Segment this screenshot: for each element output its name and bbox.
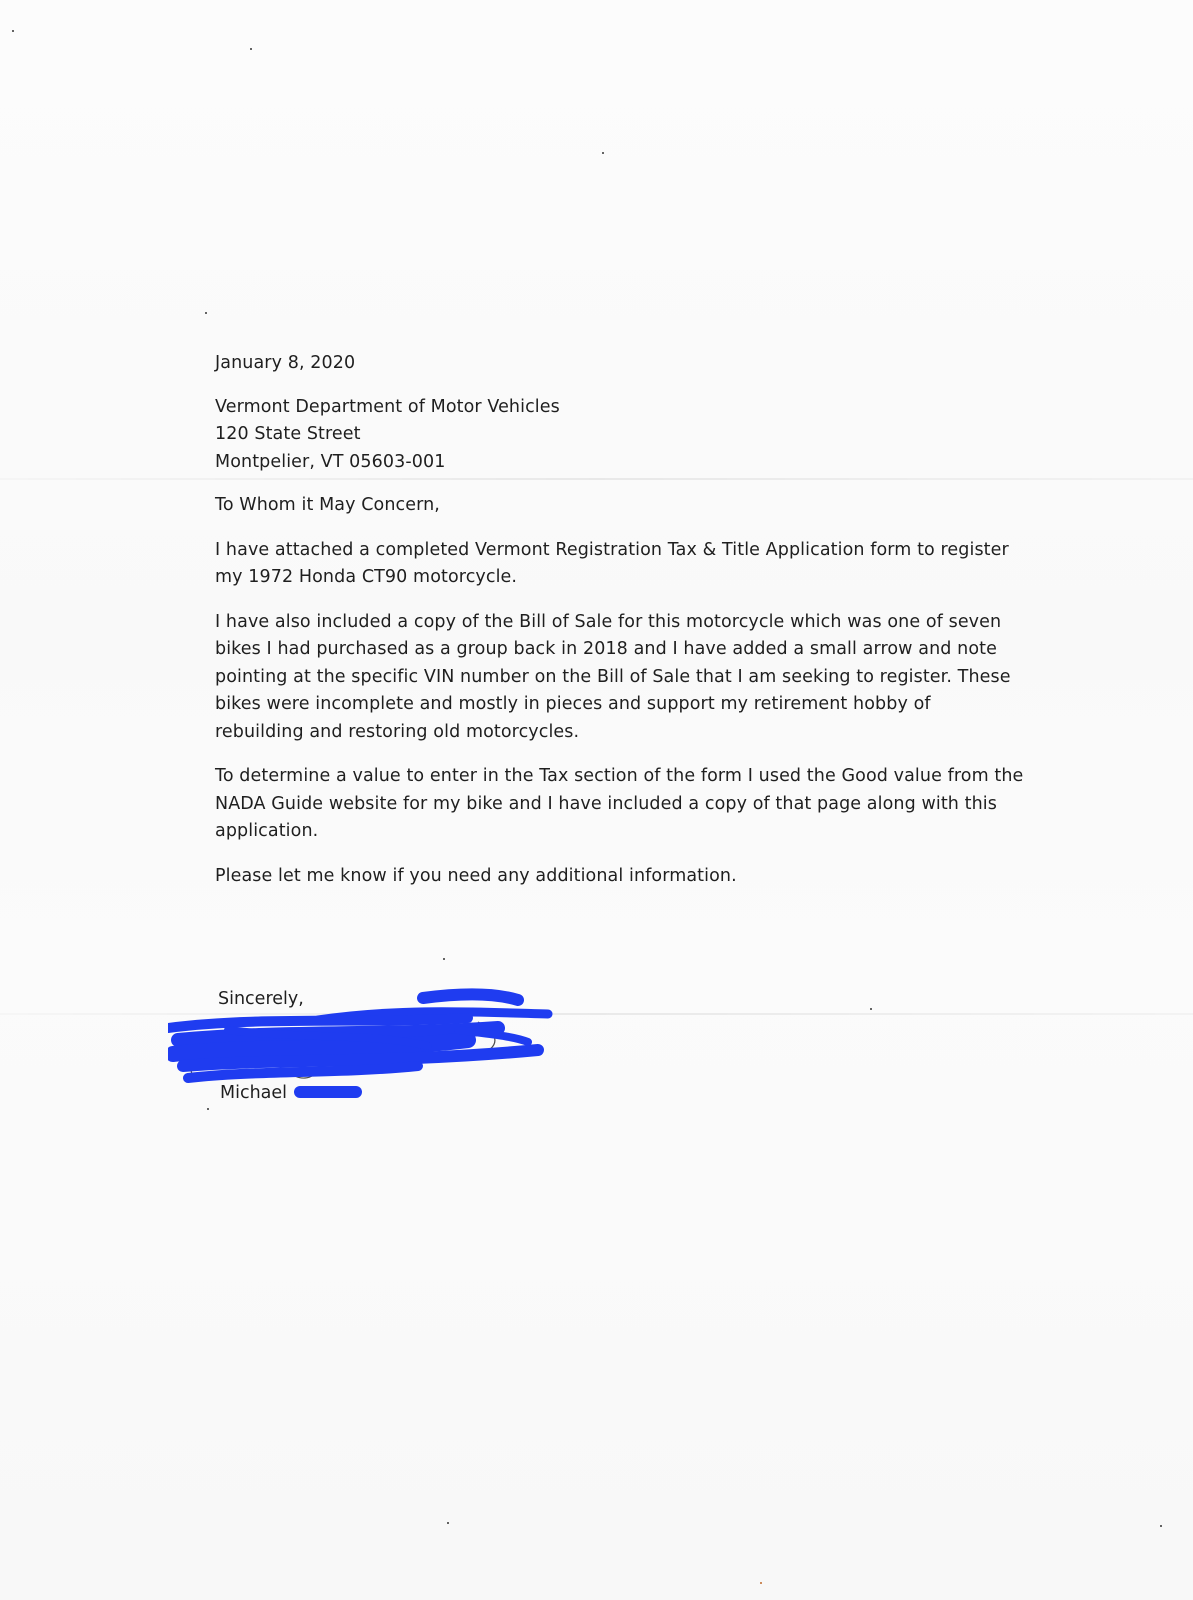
letter-date: January 8, 2020 [215,353,356,373]
recipient-street: 120 State Street [215,424,361,444]
paper-speck [870,1008,872,1010]
paper-speck [1160,1525,1162,1527]
salutation: To Whom it May Concern, [215,495,440,515]
paper-speck [447,1522,449,1524]
paragraph [215,863,1025,891]
paragraph-line: application. [215,821,319,841]
recipient-city-line: Montpelier, VT 05603-001 [215,451,446,472]
paragraph-line: rebuilding and restoring old motorcycles. [215,721,580,742]
paragraph-line: bikes were incomplete and mostly in pieces and support my retirement hobby of [215,694,931,714]
paragraph [215,537,1015,592]
closing: Sincerely, [218,989,304,1009]
paragraph-line: bikes I had purchased as a group back in 2018 and I have added a small arrow and note [215,639,997,659]
paragraph-line: pointing at the specific VIN number on the Bill of Sale that I am seeking to register. These [215,666,1011,687]
signer-name [220,1081,364,1105]
recipient-name: Vermont Department of Motor Vehicles [215,396,560,417]
paper-speck [205,312,207,314]
letter-body [215,350,1025,907]
paragraph-line: Please let me know if you need any additional information. [215,865,737,886]
paper-speck [443,958,445,960]
paragraph [215,609,1015,747]
paragraph [215,763,1024,846]
paper-speck [602,152,604,154]
paper-speck [250,48,252,50]
paragraph-line: I have attached a completed Vermont Registration Tax & Title Application form to register [215,539,1009,560]
paper-speck [760,1582,762,1584]
recipient-address [215,394,1025,477]
paragraph-line: my 1972 Honda CT90 motorcycle. [215,567,518,587]
paragraph-line: NADA Guide website for my bike and I have included a copy of that page along with this [215,793,997,814]
paragraph-line: To determine a value to enter in the Tax section of the form I used the Good value from the [215,766,1024,786]
signer-first-name: Michael [220,1083,288,1103]
paragraph-line: I have also included a copy of the Bill of Sale for this motorcycle which was one of seven [215,611,1002,632]
redacted-surname [294,1083,364,1101]
paper-speck [12,30,14,32]
